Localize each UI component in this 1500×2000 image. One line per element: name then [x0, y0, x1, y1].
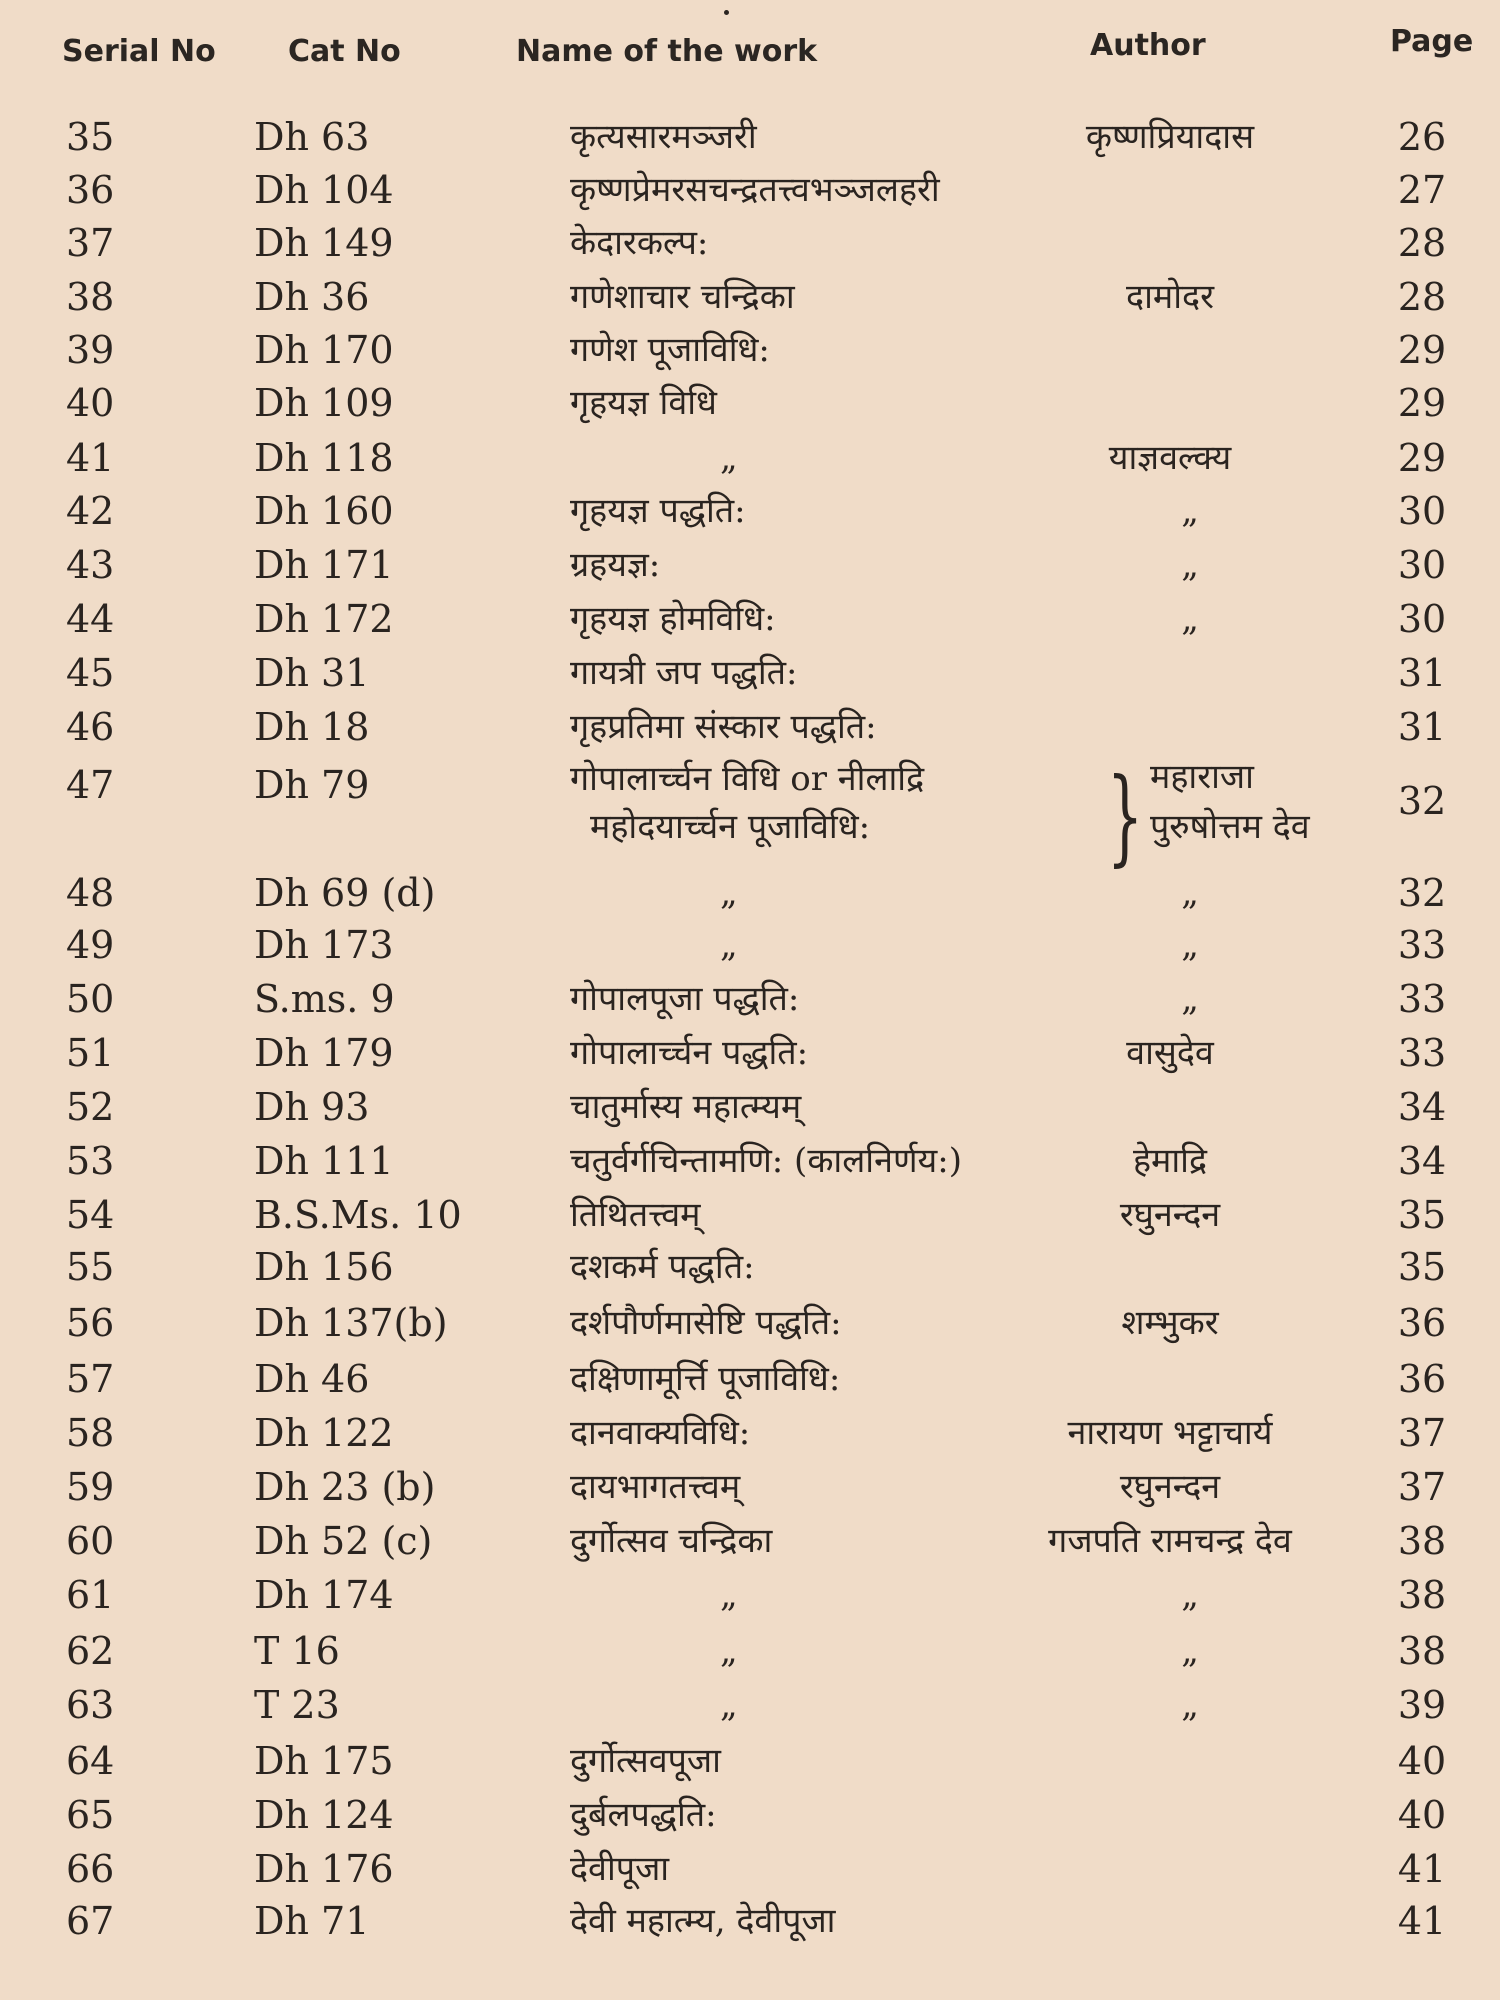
author: „	[1181, 599, 1199, 639]
serial-no: 62	[66, 1629, 115, 1673]
cat-no: Dh 156	[254, 1245, 394, 1289]
cat-no: Dh 109	[254, 381, 394, 425]
table-row	[0, 1788, 1500, 1842]
cat-no: Dh 176	[254, 1847, 394, 1891]
table-row	[0, 216, 1500, 270]
author: „	[1181, 491, 1199, 531]
work-name: गणेश पूजाविधि:	[570, 330, 770, 370]
cat-no: B.S.Ms. 10	[254, 1193, 462, 1237]
work-name: दुर्गोत्सव चन्द्रिका	[570, 1521, 773, 1561]
serial-no: 36	[66, 168, 115, 212]
serial-no: 52	[66, 1085, 115, 1129]
page-no: 27	[1397, 168, 1447, 212]
table-row	[0, 1240, 1500, 1294]
page-no: 29	[1397, 381, 1447, 425]
author: याज्ञवल्क्य	[1108, 438, 1232, 478]
table-row	[0, 1188, 1500, 1242]
work-name: दशकर्म पद्धति:	[570, 1247, 755, 1287]
cat-no: Dh 124	[254, 1793, 394, 1837]
page-no: 29	[1397, 436, 1447, 480]
table-row	[0, 1514, 1500, 1568]
header-author: Author	[1090, 28, 1206, 63]
table-row	[0, 592, 1500, 646]
work-name: गोपालपूजा पद्धति:	[570, 979, 800, 1019]
work-name: चतुर्वर्गचिन्तामणि: (कालनिर्णय:)	[570, 1141, 962, 1181]
page-no: 40	[1397, 1793, 1447, 1837]
page-no: 30	[1397, 597, 1447, 641]
author: रघुनन्दन	[1119, 1467, 1221, 1507]
page-no: 28	[1397, 275, 1447, 319]
serial-no: 61	[66, 1573, 115, 1617]
author: „	[1181, 545, 1199, 585]
serial-no: 58	[66, 1411, 115, 1455]
page-no: 37	[1397, 1465, 1447, 1509]
work-name: „	[720, 1575, 738, 1615]
author: गजपति रामचन्द्र देव	[1048, 1521, 1292, 1561]
work-name: गणेशाचार चन्द्रिका	[570, 277, 795, 317]
table-row	[0, 1352, 1500, 1406]
author: कृष्णप्रियादास	[1085, 117, 1255, 157]
author: रघुनन्दन	[1119, 1195, 1221, 1235]
work-name: दुर्गोत्सवपूजा	[570, 1741, 721, 1781]
work-name: „	[720, 925, 738, 965]
work-name: दानवाक्यविधि:	[570, 1413, 751, 1453]
work-name-continued: महोदयार्च्चन पूजाविधि:	[590, 807, 871, 847]
page-no: 30	[1397, 489, 1447, 533]
cat-no: Dh 118	[254, 436, 394, 480]
serial-no: 42	[66, 489, 115, 533]
table-row	[0, 163, 1500, 217]
cat-no: Dh 71	[254, 1899, 370, 1943]
serial-no: 63	[66, 1683, 115, 1727]
table-row	[0, 972, 1500, 1026]
serial-no: 59	[66, 1465, 115, 1509]
table-row	[0, 1624, 1500, 1678]
header-name-of-work: Name of the work	[516, 34, 818, 69]
cat-no: Dh 171	[254, 543, 394, 587]
work-name: देवी महात्म्य, देवीपूजा	[570, 1901, 836, 1941]
serial-no: 49	[66, 923, 115, 967]
serial-no: 40	[66, 381, 115, 425]
work-name: तिथितत्त्वम्	[570, 1195, 701, 1235]
serial-no: 60	[66, 1519, 115, 1563]
table-row	[0, 376, 1500, 430]
serial-no: 47	[66, 763, 115, 807]
work-name: गृहयज्ञ होमविधि:	[570, 599, 776, 639]
author-continued: पुरुषोत्तम देव	[1150, 807, 1310, 847]
serial-no: 51	[66, 1031, 115, 1075]
cat-no: Dh 122	[254, 1411, 394, 1455]
work-name: ग्रहयज्ञ:	[570, 545, 661, 585]
table-row	[0, 1460, 1500, 1514]
author: „	[1181, 1631, 1199, 1671]
page-no: 40	[1397, 1739, 1447, 1783]
cat-no: S.ms. 9	[254, 977, 395, 1021]
table-row	[0, 700, 1500, 754]
serial-no: 64	[66, 1739, 115, 1783]
table-row	[0, 110, 1500, 164]
cat-no: Dh 179	[254, 1031, 394, 1075]
work-name: गोपालार्च्चन पद्धति:	[570, 1033, 809, 1073]
cat-no: Dh 137(b)	[254, 1301, 448, 1345]
serial-no: 39	[66, 328, 115, 372]
table-row	[0, 484, 1500, 538]
work-name: गोपालार्च्चन विधि or नीलाद्रि	[570, 759, 925, 799]
page-no: 41	[1397, 1899, 1447, 1943]
page-no: 33	[1397, 923, 1447, 967]
header-serial-no: Serial No	[62, 34, 216, 69]
serial-no: 53	[66, 1139, 115, 1183]
cat-no: Dh 93	[254, 1085, 370, 1129]
table-row	[0, 1296, 1500, 1350]
work-name: गायत्री जप पद्धति:	[570, 653, 798, 693]
table-row	[0, 757, 1500, 847]
work-name: देवीपूजा	[570, 1849, 670, 1889]
table-row	[0, 1134, 1500, 1188]
table-row	[0, 1026, 1500, 1080]
grouping-brace: }	[1106, 755, 1144, 877]
page-no: 26	[1397, 115, 1447, 159]
work-name: „	[720, 1685, 738, 1725]
page-no: 32	[1397, 871, 1447, 915]
table-row	[0, 866, 1500, 920]
page-no: 32	[1397, 779, 1447, 823]
author: „	[1181, 1575, 1199, 1615]
serial-no: 56	[66, 1301, 115, 1345]
header-page: Page	[1390, 24, 1474, 59]
cat-no: Dh 79	[254, 763, 370, 807]
work-name: „	[720, 1631, 738, 1671]
author: शम्भुकर	[1121, 1303, 1219, 1343]
serial-no: 44	[66, 597, 115, 641]
cat-no: Dh 36	[254, 275, 370, 319]
cat-no: T 16	[254, 1629, 340, 1673]
serial-no: 45	[66, 651, 115, 695]
cat-no: Dh 23 (b)	[254, 1465, 436, 1509]
page-no: 30	[1397, 543, 1447, 587]
author: वासुदेव	[1126, 1033, 1214, 1073]
work-name: कृत्यसारमञ्जरी	[570, 117, 757, 157]
serial-no: 35	[66, 115, 115, 159]
table-row	[0, 1080, 1500, 1134]
table-header	[0, 22, 1500, 82]
work-name: केदारकल्प:	[570, 223, 709, 263]
page-no: 33	[1397, 1031, 1447, 1075]
author: „	[1181, 979, 1199, 1019]
work-name: चातुर्मास्य महात्म्यम्	[570, 1087, 802, 1127]
page-no: 35	[1397, 1193, 1447, 1237]
work-name: गृहयज्ञ विधि	[570, 383, 717, 423]
serial-no: 55	[66, 1245, 115, 1289]
cat-no: Dh 149	[254, 221, 394, 265]
page-no: 37	[1397, 1411, 1447, 1455]
work-name: दक्षिणामूर्त्ति पूजाविधि:	[570, 1359, 841, 1399]
serial-no: 67	[66, 1899, 115, 1943]
serial-no: 43	[66, 543, 115, 587]
serial-no: 46	[66, 705, 115, 749]
serial-no: 57	[66, 1357, 115, 1401]
cat-no: Dh 172	[254, 597, 394, 641]
cat-no: T 23	[254, 1683, 340, 1727]
serial-no: 37	[66, 221, 115, 265]
work-name: दुर्बलपद्धति:	[570, 1795, 717, 1835]
table-row	[0, 1568, 1500, 1622]
table-row	[0, 646, 1500, 700]
author: हेमाद्रि	[1132, 1141, 1208, 1181]
serial-no: 48	[66, 871, 115, 915]
cat-no: Dh 111	[254, 1139, 394, 1183]
cat-no: Dh 170	[254, 328, 394, 372]
author: नारायण भट्टाचार्य	[1067, 1413, 1273, 1453]
table-row	[0, 323, 1500, 377]
author: „	[1181, 925, 1199, 965]
serial-no: 65	[66, 1793, 115, 1837]
table-row	[0, 270, 1500, 324]
cat-no: Dh 31	[254, 651, 370, 695]
page-no: 34	[1397, 1139, 1447, 1183]
page-no: 38	[1397, 1519, 1447, 1563]
table-row	[0, 1678, 1500, 1732]
cat-no: Dh 63	[254, 115, 370, 159]
author: „	[1181, 1685, 1199, 1725]
work-name: „	[720, 438, 738, 478]
table-row	[0, 431, 1500, 485]
table-row	[0, 1406, 1500, 1460]
serial-no: 54	[66, 1193, 115, 1237]
header-cat-no: Cat No	[288, 34, 401, 69]
cat-no: Dh 173	[254, 923, 394, 967]
table-row	[0, 1734, 1500, 1788]
page-no: 31	[1397, 705, 1447, 749]
cat-no: Dh 18	[254, 705, 370, 749]
print-mark	[724, 10, 729, 15]
work-name: गृहप्रतिमा संस्कार पद्धति:	[570, 707, 877, 747]
page-no: 33	[1397, 977, 1447, 1021]
cat-no: Dh 160	[254, 489, 394, 533]
work-name: „	[720, 873, 738, 913]
serial-no: 41	[66, 436, 115, 480]
page-no: 36	[1397, 1357, 1447, 1401]
page-no: 38	[1397, 1573, 1447, 1617]
page-no: 35	[1397, 1245, 1447, 1289]
page-no: 39	[1397, 1683, 1447, 1727]
author: दामोदर	[1126, 277, 1214, 317]
page-no: 34	[1397, 1085, 1447, 1129]
serial-no: 50	[66, 977, 115, 1021]
page-no: 31	[1397, 651, 1447, 695]
author: महाराजा	[1150, 757, 1254, 797]
page-no: 36	[1397, 1301, 1447, 1345]
page-no: 38	[1397, 1629, 1447, 1673]
author: „	[1181, 873, 1199, 913]
table-row	[0, 918, 1500, 972]
cat-no: Dh 52 (c)	[254, 1519, 433, 1563]
table-row	[0, 1894, 1500, 1948]
cat-no: Dh 104	[254, 168, 394, 212]
work-name: गृहयज्ञ पद्धति:	[570, 491, 746, 531]
table-row	[0, 538, 1500, 592]
work-name: दायभागतत्त्वम्	[570, 1467, 741, 1507]
work-name: दर्शपौर्णमासेष्टि पद्धति:	[570, 1303, 842, 1343]
page-no: 28	[1397, 221, 1447, 265]
serial-no: 66	[66, 1847, 115, 1891]
table-row	[0, 1842, 1500, 1896]
serial-no: 38	[66, 275, 115, 319]
work-name: कृष्णप्रेमरसचन्द्रतत्त्वभञ्जलहरी	[570, 170, 940, 210]
cat-no: Dh 174	[254, 1573, 394, 1617]
cat-no: Dh 175	[254, 1739, 394, 1783]
page-no: 29	[1397, 328, 1447, 372]
page-no: 41	[1397, 1847, 1447, 1891]
cat-no: Dh 69 (d)	[254, 871, 436, 915]
cat-no: Dh 46	[254, 1357, 370, 1401]
